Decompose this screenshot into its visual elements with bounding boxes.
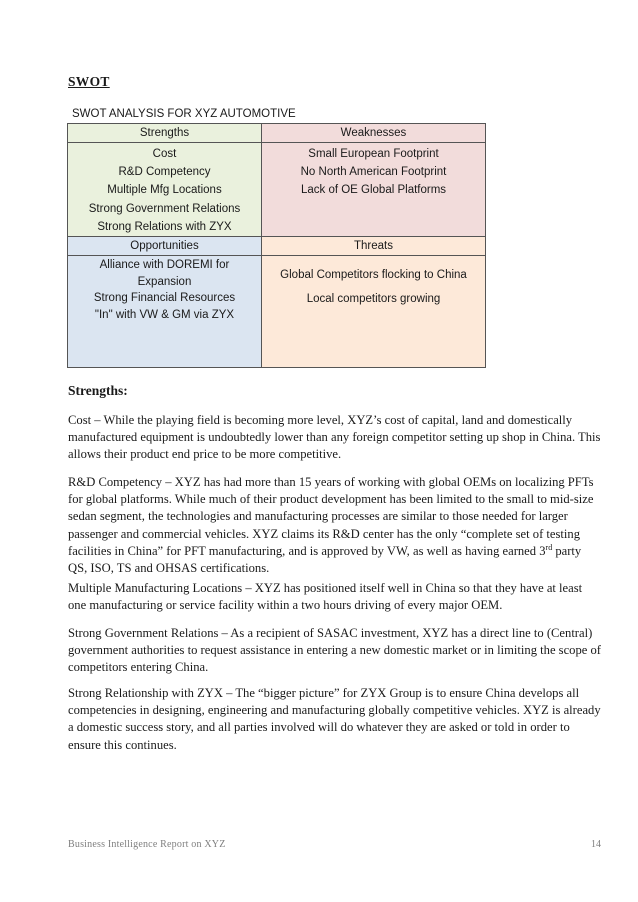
page-heading: SWOT <box>68 74 110 89</box>
opportunity-item: Expansion <box>137 275 192 288</box>
opportunity-item: Alliance with DOREMI for <box>99 259 230 271</box>
threats-header: Threats <box>262 237 485 256</box>
paragraph-text: R&D Competency – XYZ has had more than 15 years of working with global OEMs on localizing PFTs for global platforms. While much of their product development has been limited to the small to mid-size sedan segment, the technologies and manufacturing processes are similar to those needed for larger passenger and commercial vehicles. XYZ claims its R&D center has the only “complete set of testing facilities in China” for PFT manufacturing, and is approved by VW, as well as having earned 3 <box>68 475 594 558</box>
opportunities-header: Opportunities <box>68 237 262 256</box>
opportunity-item: Strong Financial Resources <box>93 292 236 304</box>
strengths-section-title: Strengths: <box>68 383 128 398</box>
page-number: 14 <box>591 839 601 850</box>
threat-item: Global Competitors flocking to China <box>280 269 467 281</box>
strength-item: Multiple Mfg Locations <box>107 184 222 197</box>
paragraph-zyx-relationship: Strong Relationship with ZYX – The “bigger picture” for ZYX Group is to ensure China develops all competencies in designing, engineering and manufacturing globally competitive vehicles. XYZ is already a domestic success story, and all parties involved will do whatever they are asked or told in order to ensure this continues. <box>68 686 601 752</box>
paragraph-rd-competency <box>68 474 603 577</box>
strength-item: Strong Government Relations <box>88 202 241 215</box>
weaknesses-header: Weaknesses <box>262 124 485 143</box>
strength-item: Cost <box>152 148 177 160</box>
threats-cell <box>262 256 485 367</box>
footer-title: Business Intelligence Report on XYZ <box>68 839 226 850</box>
paragraph-manufacturing-locations: Multiple Manufacturing Locations – XYZ has positioned itself well in China so that they have at least one manufacturing or service facility within a two hours driving of every major OEM. <box>68 581 583 613</box>
threat-item: Local competitors growing <box>306 293 441 305</box>
weakness-item: Lack of OE Global Platforms <box>300 184 447 197</box>
table-caption: SWOT ANALYSIS FOR XYZ AUTOMOTIVE <box>72 108 296 120</box>
superscript-ordinal: rd <box>545 542 553 552</box>
paragraph-cost: Cost – While the playing field is becoming more level, XYZ’s cost of capital, land and domestically manufactured equipment is undoubtedly lower than any foreign competitor setting up shop in China. This allows their product end price to be more competitive. <box>68 413 601 462</box>
strengths-cell <box>68 143 262 237</box>
weakness-item: No North American Footprint <box>300 166 447 179</box>
swot-table <box>67 123 486 368</box>
weakness-item: Small European Footprint <box>308 148 439 160</box>
opportunities-cell <box>68 256 262 367</box>
strength-item: R&D Competency <box>118 166 211 179</box>
strength-item: Strong Relations with ZYX <box>97 220 232 233</box>
paragraph-government-relations: Strong Government Relations – As a recipient of SASAC investment, XYZ has a direct line to (Central) government authorities to request assistance in entering a new domestic market or in limiting the scope of competitors entering China. <box>68 626 601 675</box>
paragraph-text: party QS, ISO, TS and OHSAS certifications. <box>68 543 582 576</box>
opportunity-item: "In" with VW & GM via ZYX <box>94 308 235 321</box>
strengths-header: Strengths <box>68 124 262 143</box>
weaknesses-cell <box>262 143 485 237</box>
